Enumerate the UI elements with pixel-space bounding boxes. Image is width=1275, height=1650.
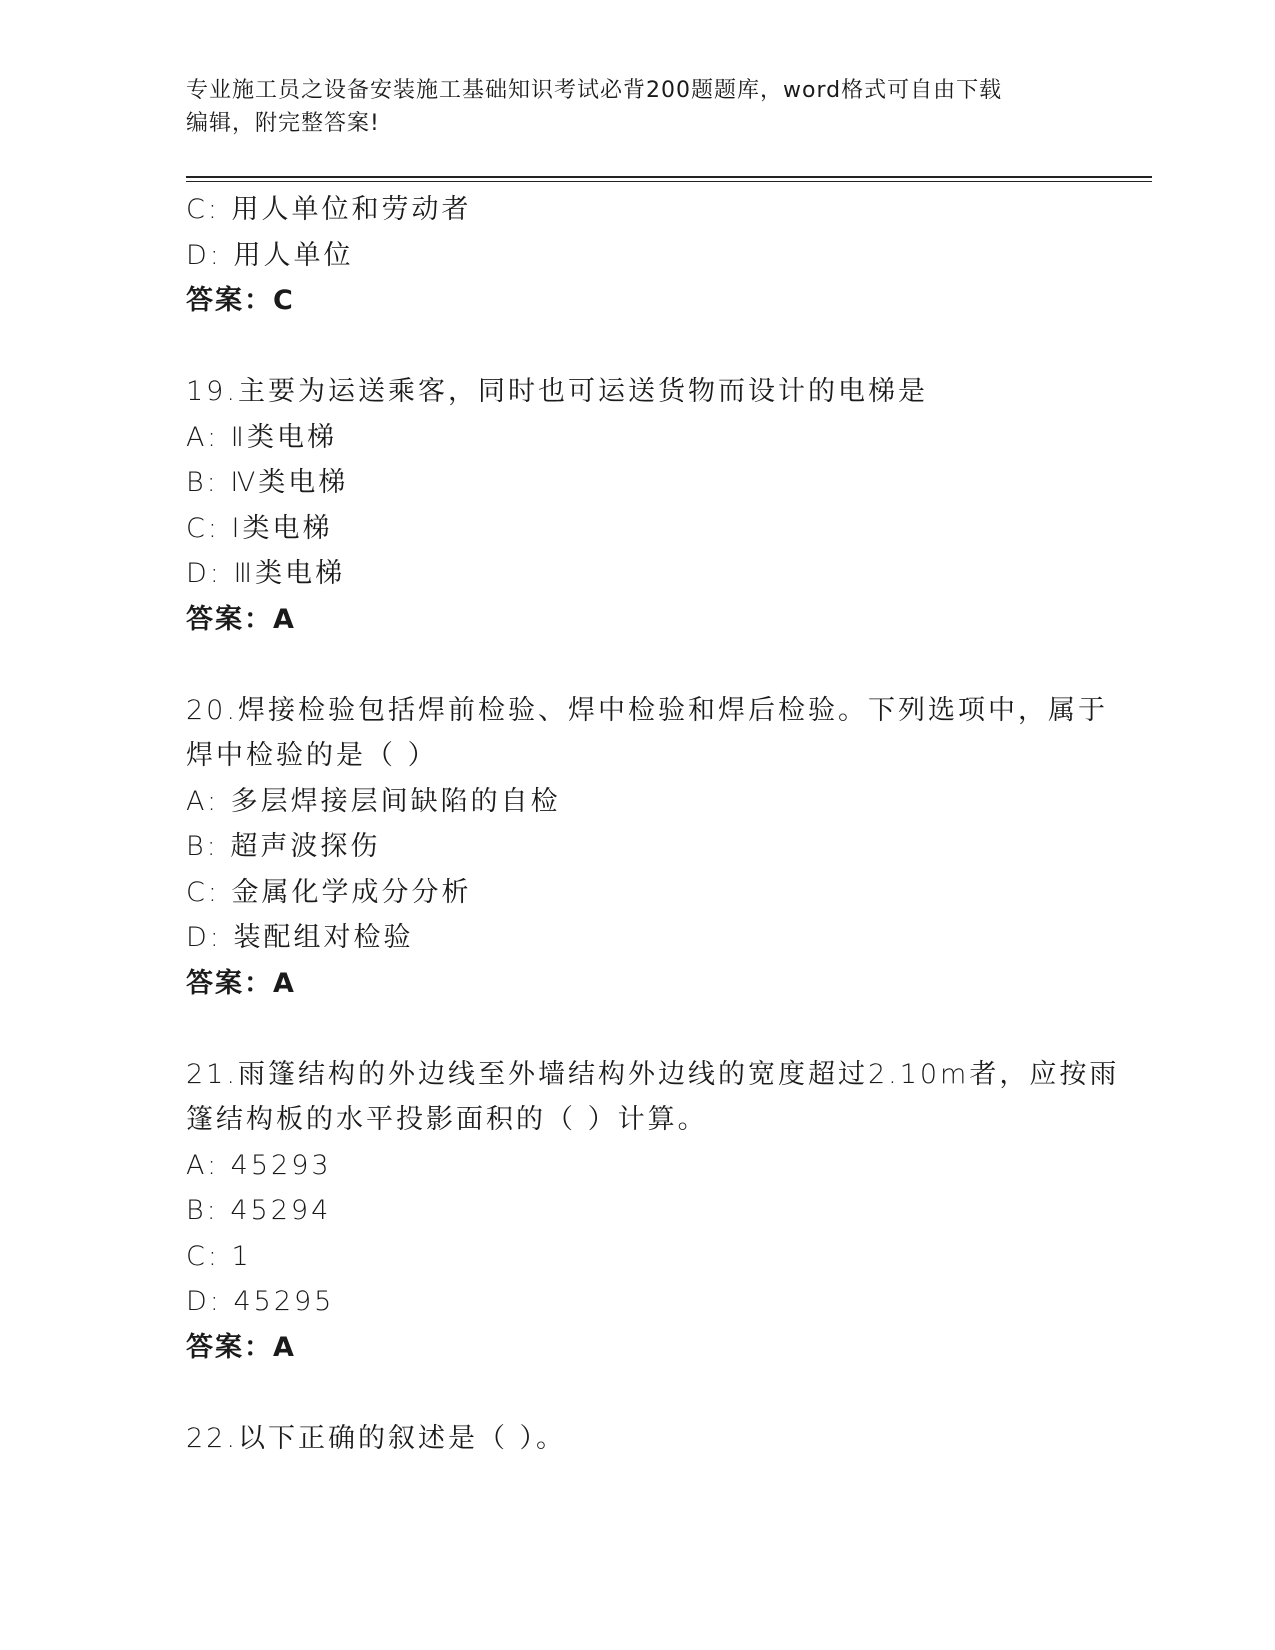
- spacer: [186, 1370, 1086, 1416]
- question-stem-line-1: 20.焊接检验包括焊前检验、焊中检验和焊后检验。下列选项中，属于: [186, 694, 1108, 726]
- question-stem-line-1: 21.雨篷结构的外边线至外墙结构外边线的宽度超过2.10m者，应按雨: [186, 1058, 1120, 1090]
- answer-line: 答案：A: [186, 1331, 296, 1363]
- answer-line: 答案：A: [186, 967, 296, 999]
- question-18-tail: [186, 187, 1086, 324]
- option-b: B: Ⅳ类电梯: [186, 467, 349, 498]
- option-b: B: 45294: [186, 1195, 332, 1226]
- question-stem: 19.主要为运送乘客，同时也可运送货物而设计的电梯是: [186, 376, 928, 407]
- question-19: [186, 369, 1086, 642]
- spacer: [186, 1006, 1086, 1052]
- question-22: [186, 1416, 1086, 1462]
- answer-line: 答案：C: [186, 285, 295, 316]
- question-stem-line-2: 篷结构板的水平投影面积的（ ）计算。: [186, 1104, 708, 1135]
- question-list: [186, 187, 1120, 1461]
- spacer: [186, 642, 1086, 688]
- option-a: A: 45293: [186, 1149, 332, 1181]
- header-divider-thin: [186, 181, 1152, 182]
- option-c: C: 金属化学成分分析: [186, 876, 472, 908]
- option-c: C: 用人单位和劳动者: [186, 194, 472, 225]
- option-d: D: 45295: [186, 1286, 335, 1317]
- option-c: C: 1: [186, 1240, 252, 1272]
- option-c: C: Ⅰ类电梯: [186, 512, 333, 544]
- option-d: D: Ⅲ类电梯: [186, 558, 346, 589]
- question-stem: 22.以下正确的叙述是（ ）。: [186, 1422, 567, 1454]
- question-stem-line-2: 焊中检验的是（ ）: [186, 740, 438, 771]
- document-header: [186, 74, 1066, 140]
- answer-line: 答案：A: [186, 603, 296, 635]
- header-line-2: 编辑，附完整答案!: [186, 111, 380, 136]
- question-20: [186, 688, 1108, 1007]
- question-21: [186, 1052, 1120, 1371]
- option-d: D: 装配组对检验: [186, 922, 414, 953]
- header-line-1: 专业施工员之设备安装施工基础知识考试必背200题题库，word格式可自由下载: [186, 78, 1003, 103]
- option-d: D: 用人单位: [186, 239, 354, 271]
- spacer: [186, 324, 1086, 370]
- header-divider-thick: [186, 176, 1152, 178]
- option-a: A: Ⅱ类电梯: [186, 421, 337, 453]
- option-a: A: 多层焊接层间缺陷的自检: [186, 785, 561, 817]
- option-b: B: 超声波探伤: [186, 831, 381, 862]
